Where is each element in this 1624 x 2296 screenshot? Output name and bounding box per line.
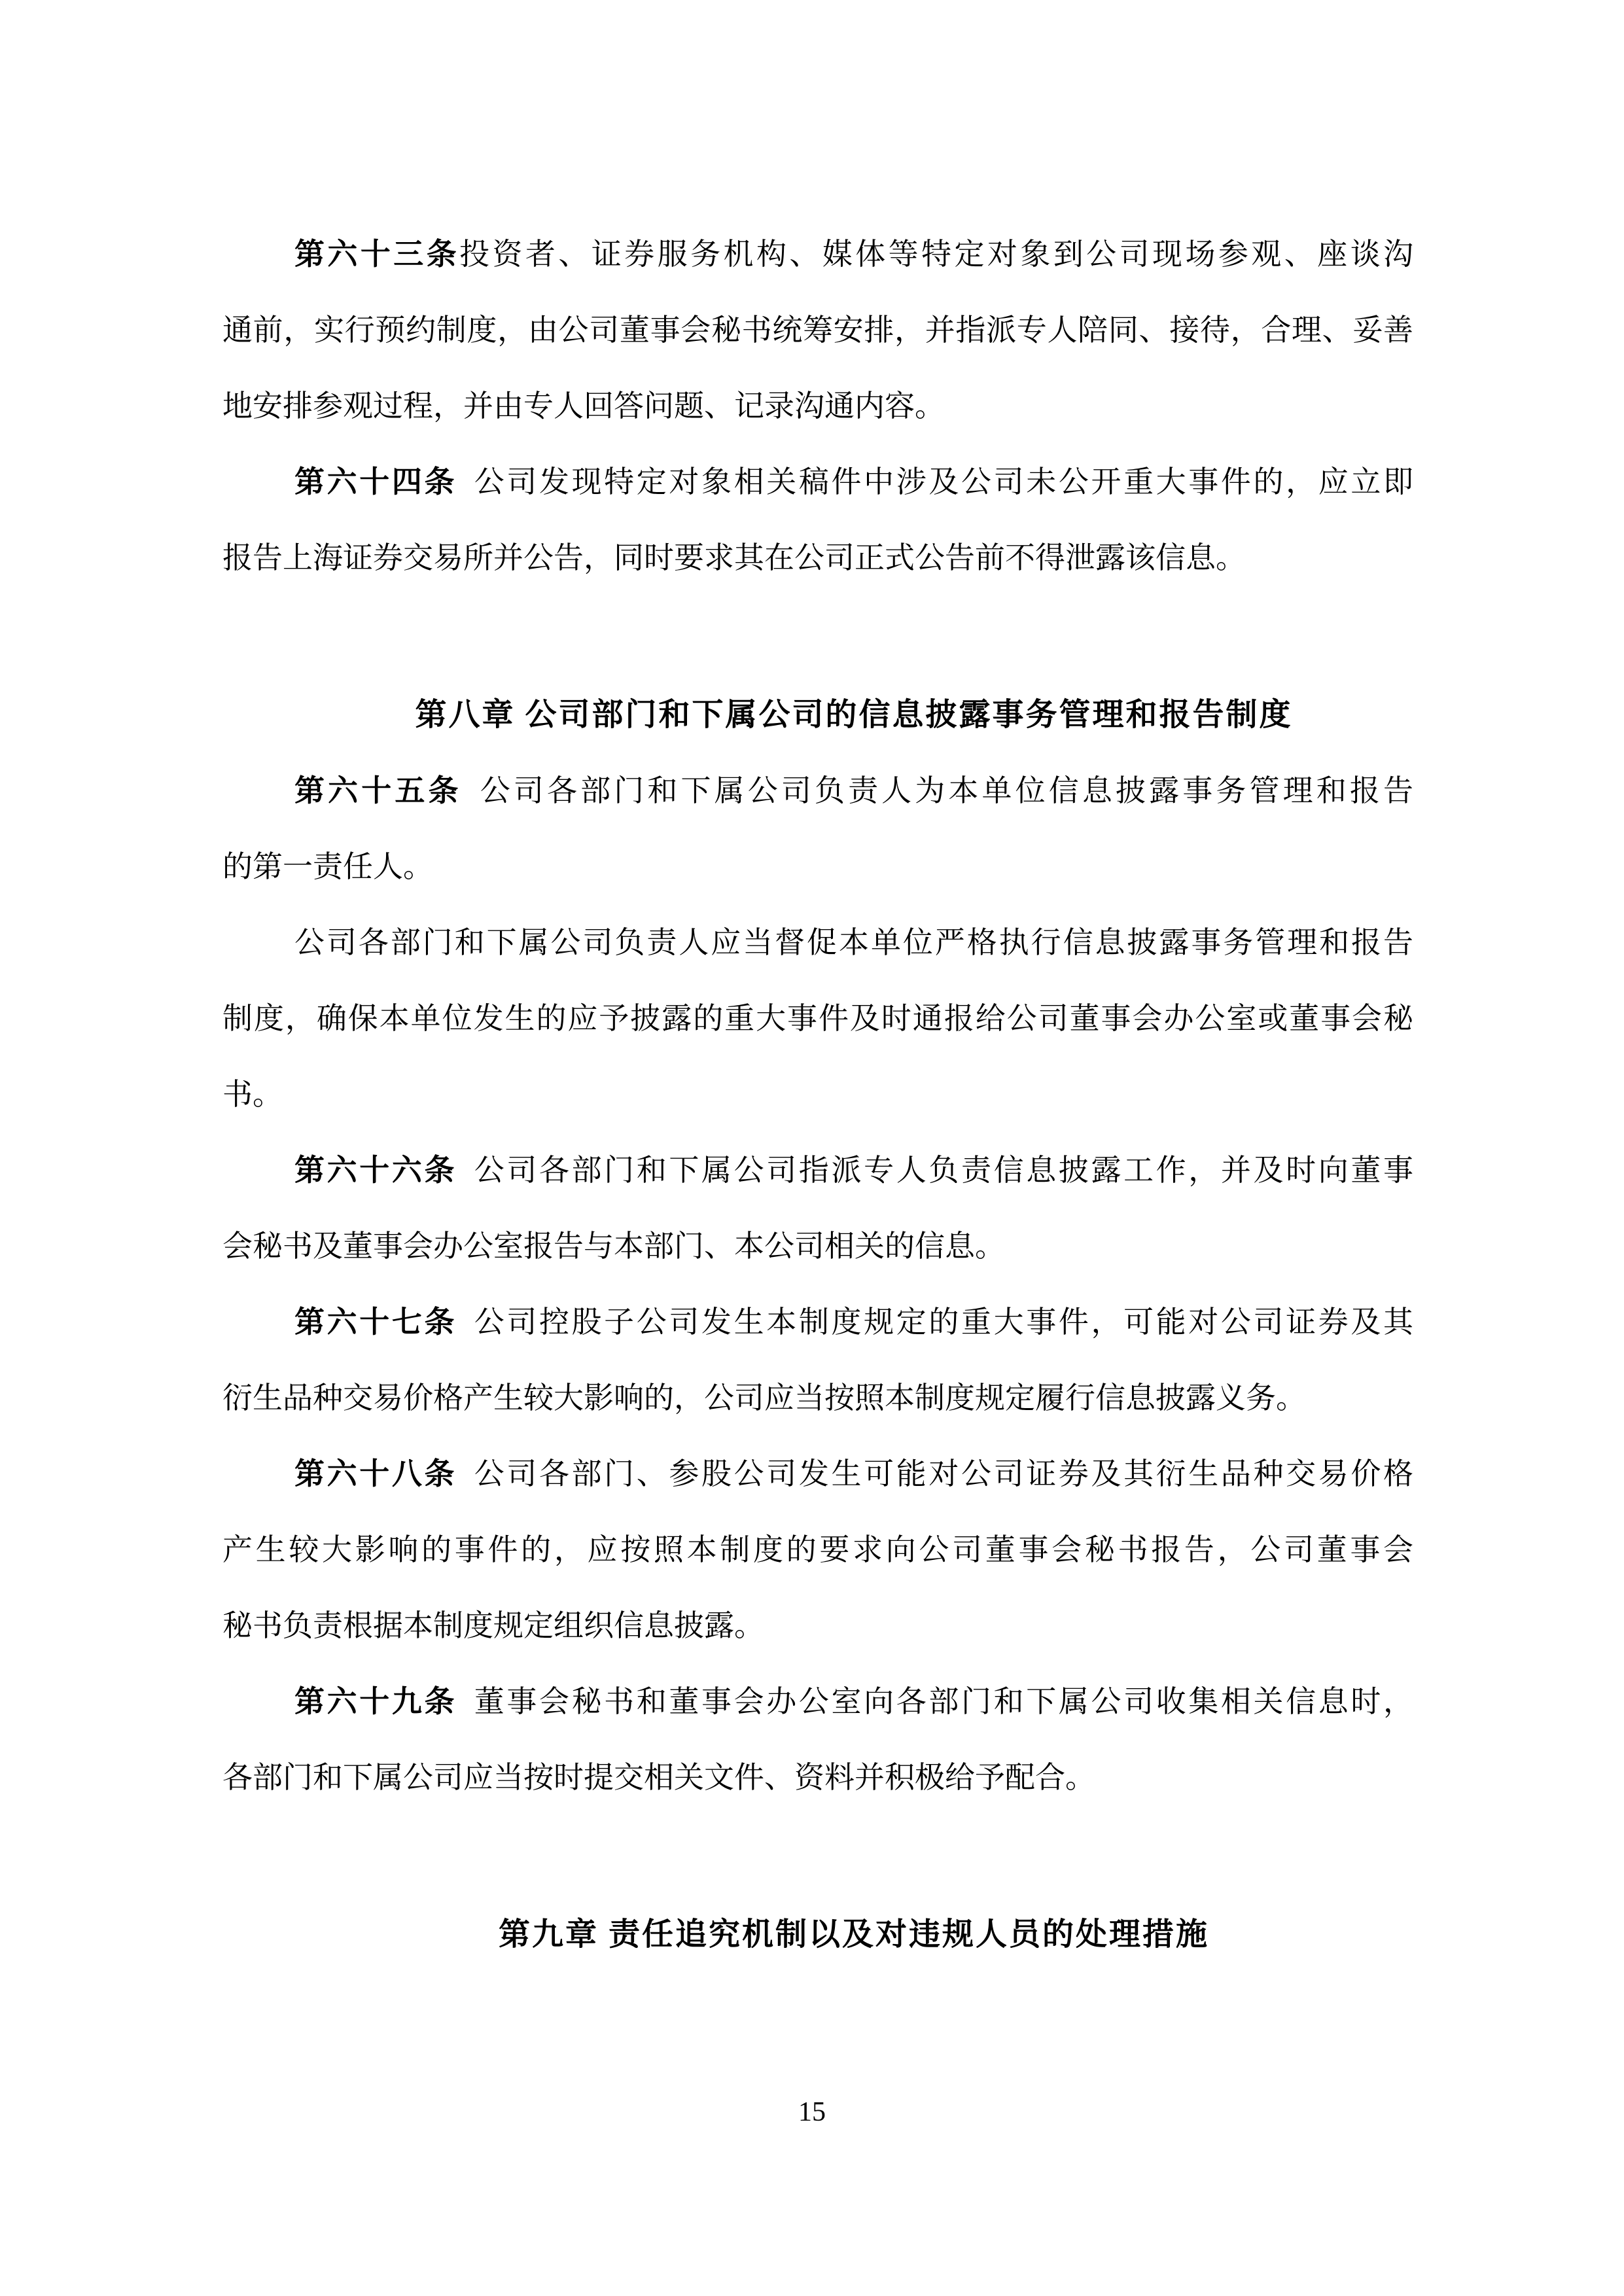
- article-number: 第六十五条: [294, 774, 462, 807]
- body-text: 公司各部门和下属公司负责人应当督促本单位严格执行信息披露事务管理和报告: [294, 926, 1413, 959]
- body-line: [222, 292, 1413, 368]
- body-line: [222, 1512, 1413, 1588]
- body-text: 衍生品种交易价格产生较大影响的，公司应当按照本制度规定履行信息披露义务。: [222, 1381, 1306, 1415]
- article-number: 第六十七条: [294, 1305, 457, 1339]
- article-number: 第六十六条: [294, 1154, 457, 1187]
- article-text: 公司各部门和下属公司负责人为本单位信息披露事务管理和报告: [461, 774, 1414, 807]
- article-text: 公司发现特定对象相关稿件中涉及公司未公开重大事件的，应立即: [457, 465, 1414, 499]
- body-line: [222, 981, 1413, 1057]
- article-text: 公司各部门和下属公司指派专人负责信息披露工作，并及时向董事: [457, 1154, 1414, 1187]
- article-line: [222, 1664, 1413, 1740]
- body-text: 秘书负责根据本制度规定组织信息披露。: [222, 1609, 764, 1642]
- chapter-8-heading: 第八章 公司部门和下属公司的信息披露事务管理和报告制度: [415, 698, 1293, 732]
- article-line: [222, 444, 1413, 520]
- article-text: 公司控股子公司发生本制度规定的重大事件，可能对公司证券及其: [457, 1305, 1414, 1339]
- body-line: [222, 520, 1413, 596]
- article-line: [222, 1284, 1413, 1360]
- body-text: 的第一责任人。: [222, 850, 433, 883]
- body-line: [222, 1588, 1413, 1664]
- body-line: [222, 1209, 1413, 1284]
- body-text: 通前，实行预约制度，由公司董事会秘书统筹安排，并指派专人陪同、接待，合理、妥善: [222, 313, 1413, 347]
- body-line: [222, 905, 1413, 981]
- body-text: 地安排参观过程，并由专人回答问题、记录沟通内容。: [222, 389, 945, 423]
- chapter-9-heading: 第九章 责任追究机制以及对违规人员的处理措施: [498, 1917, 1209, 1952]
- page-number: 15: [798, 2097, 826, 2127]
- article-text: 投资者、证券服务机构、媒体等特定对象到公司现场参观、座谈沟: [459, 238, 1414, 271]
- body-text: 报告上海证券交易所并公告，同时要求其在公司正式公告前不得泄露该信息。: [222, 541, 1246, 574]
- article-line: [222, 1436, 1413, 1512]
- body-line: [222, 368, 1413, 444]
- body-line: [222, 1740, 1413, 1816]
- article-line: [222, 217, 1413, 292]
- body-text: 各部门和下属公司应当按时提交相关文件、资料并积极给予配合。: [222, 1761, 1095, 1794]
- article-text: 董事会秘书和董事会办公室向各部门和下属公司收集相关信息时，: [457, 1685, 1414, 1718]
- body-text: 书。: [222, 1078, 283, 1111]
- article-line: [222, 1133, 1413, 1209]
- body-text: 会秘书及董事会办公室报告与本部门、本公司相关的信息。: [222, 1229, 1005, 1263]
- article-number: 第六十九条: [294, 1685, 457, 1718]
- article-text: 公司各部门、参股公司发生可能对公司证券及其衍生品种交易价格: [457, 1457, 1414, 1491]
- article-number: 第六十四条: [294, 465, 457, 499]
- body-line: [222, 829, 1413, 905]
- body-line: [222, 1057, 1413, 1133]
- body-text: 产生较大影响的事件的，应按照本制度的要求向公司董事会秘书报告，公司董事会: [222, 1533, 1413, 1566]
- body-line: [222, 1360, 1413, 1436]
- body-text: 制度，确保本单位发生的应予披露的重大事件及时通报给公司董事会办公室或董事会秘: [222, 1002, 1413, 1035]
- document-body: [222, 217, 1413, 1973]
- article-line: [222, 753, 1413, 829]
- article-number: 第六十三条: [294, 238, 460, 271]
- article-number: 第六十八条: [294, 1457, 457, 1491]
